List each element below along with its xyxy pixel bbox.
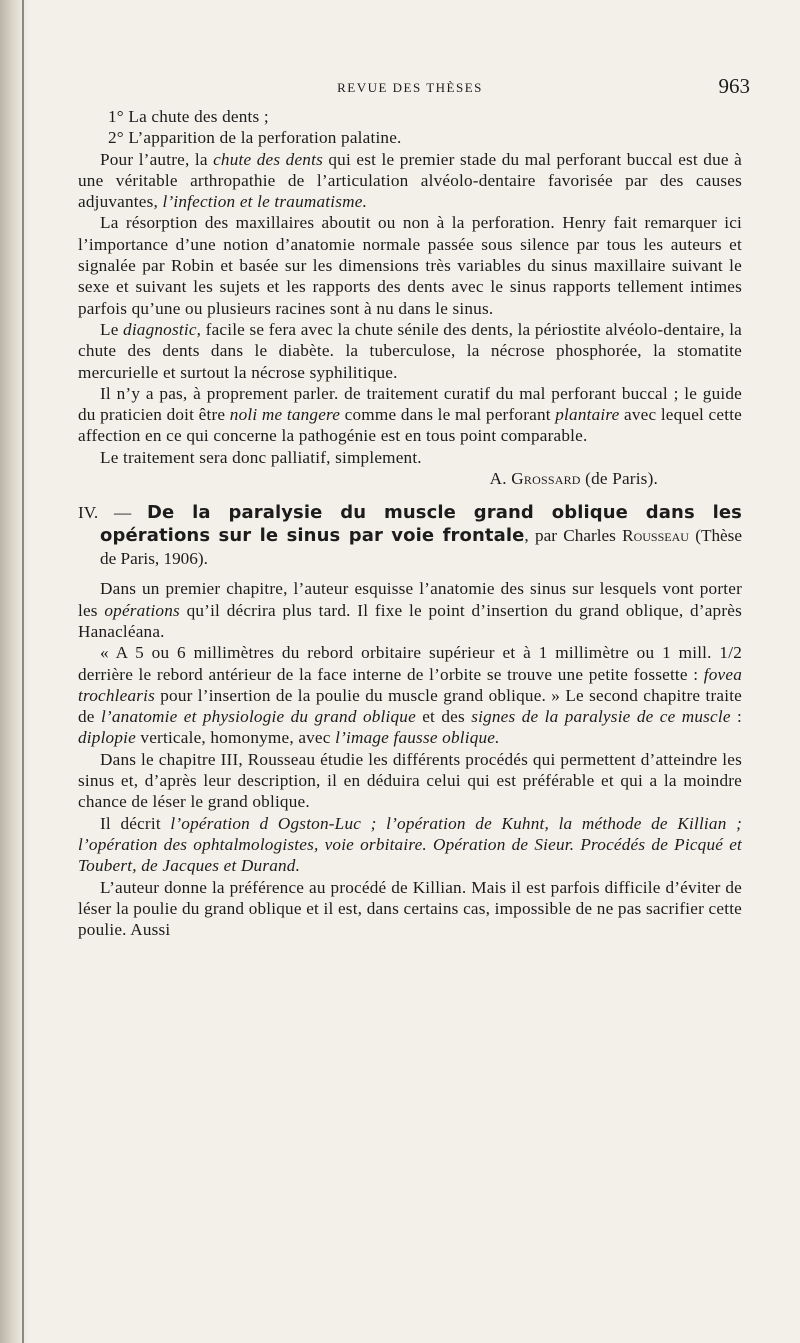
- italic-run: diagnostic: [123, 319, 197, 339]
- italic-run: l’anatomie et physiologie du grand oblique: [100, 707, 416, 727]
- italic-run: signes de la paralysie de ce muscle: [471, 707, 731, 727]
- page-number: 963: [718, 74, 750, 98]
- italic-run: l’image fausse oblique.: [335, 728, 500, 748]
- section-numeral: IV. —: [78, 503, 147, 523]
- text-run: Le: [100, 319, 124, 339]
- italic-run: plantaire: [555, 405, 620, 425]
- text-run: Il décrit: [100, 813, 171, 833]
- gutter-edge: [22, 0, 24, 1343]
- text-run: :: [730, 707, 742, 727]
- body-text-part2: [78, 578, 742, 940]
- text-run: verticale, homonyme, avec: [135, 728, 336, 748]
- section-title: De la paralysie du muscle grand oblique dans les opérations sur le sinus par voie frontale: [100, 502, 742, 547]
- italic-run: chute des dents: [213, 149, 323, 169]
- text-run: et des: [415, 707, 472, 727]
- paragraph-quote: [78, 642, 742, 748]
- section-heading: [78, 501, 742, 570]
- text-run: qui est le premier stade du mal perforant buccal est due à une véritable arthropathie de l’articulation alvéolo-dentaire favorisée par des causes adjuvantes,: [78, 149, 742, 212]
- italic-run: noli me tangere: [229, 405, 341, 425]
- italic-run: l’opération d Ogston-Luc ; l’opération de Kuhnt, la méthode de Killian ; l’opération des ophtalmologistes, voie orbitaire. Opération de Sieur. Procédés de Picqué et Toubert, de Jacques et Durand.: [78, 813, 743, 876]
- paragraph-autre: [78, 149, 742, 213]
- italic-run: l’infection et le traumatisme.: [162, 192, 368, 212]
- text-run: , facile se fera avec la chute sénile des dents, la périostite alvéolo-dentaire, la chute des dents dans le diabète. la tuberculose, la nécrose phosphorée, la stomatite mercurielle et surtout la nécrose syphilitique.: [78, 319, 742, 382]
- paragraph-diagnostic: [78, 319, 742, 383]
- text-run: Dans un premier chapitre, l’auteur esquisse l’anatomie des sinus sur lesquels vont porter les: [78, 579, 742, 620]
- paragraph-palliatif: Le traitement sera donc palliatif, simplement.: [100, 447, 422, 467]
- italic-run: opérations: [104, 600, 180, 620]
- paragraph-resorption: La résorption des maxillaires aboutit ou non à la perforation. Henry fait remarquer ici l’importance d’une notion d’anatomie normale passée sous silence par tous les auteurs et signalée par Robin et basée sur les dimensions très variables du sinus maxillaire suivant le sexe et suivant les sujets et les rapports des dents avec le sinus rapports tellement intimes parfois qu’une ou plusieurs racines sont à nu dans le sinus.: [78, 213, 742, 318]
- body-text-part1: [78, 106, 742, 489]
- paragraph-chapitre-iii: Dans le chapitre III, Rousseau étudie les différents procédés qui permettent d’atteindre les sinus et, d’après leur description, il en déduira celui qui est préférable et qui a la moindre chance de léser le grand oblique.: [78, 749, 742, 812]
- page-header: [78, 70, 750, 106]
- list-item-1: 1° La chute des dents ;: [108, 107, 269, 126]
- text-run: qu’il décrira plus tard. Il fixe le point d’insertion du grand oblique, d’après Hanacléana.: [78, 600, 742, 641]
- signature: [78, 468, 742, 489]
- paragraph-premier: [78, 578, 742, 642]
- signature-initial: A.: [489, 469, 512, 489]
- text-run: pour l’insertion de la poulie du muscle grand oblique. » Le second chapitre traite de: [78, 685, 742, 727]
- text-run: « A 5 ou 6 millimètres du rebord orbitaire supérieur et à 1 millimètre ou 1 mill. 1/2 derrière le rebord antérieur de la face interne de l’orbite se trouve une petite fossette :: [78, 643, 742, 684]
- italic-run: fovea trochlearis: [78, 664, 742, 705]
- signature-place: (de Paris).: [580, 469, 658, 489]
- italic-run: diplopie: [78, 728, 136, 748]
- paragraph-final: L’auteur donne la préférence au procédé de Killian. Mais il est parfois difficile d’éviter de léser la poulie du grand oblique et il est, dans certains cas, impossible de ne pas sacrifier cette poulie. Aussi: [78, 877, 742, 940]
- text-run: avec lequel cette affection en ce qui concerne la pathogénie est en tous point comparable.: [78, 405, 742, 446]
- paragraph-decrit: [78, 813, 742, 877]
- text-run: comme dans le mal perforant: [340, 405, 556, 425]
- page: [78, 70, 750, 940]
- signature-name: Grossard: [511, 469, 581, 489]
- book-gutter: [0, 0, 30, 1343]
- text-run: , par Charles: [524, 526, 623, 546]
- list-item-2: 2° L’apparition de la perforation palatine.: [108, 128, 402, 148]
- running-head: REVUE DES THÈSES: [337, 80, 483, 95]
- text-run: Pour l’autre, la: [100, 149, 214, 169]
- section-iv: [78, 501, 742, 940]
- thesis-reference: (Thèse de Paris, 1906).: [100, 526, 743, 569]
- paragraph-traitement: [78, 383, 742, 447]
- text-run: Il n’y a pas, à proprement parler. de traitement curatif du mal perforant buccal ; le guide du praticien doit être: [78, 383, 742, 425]
- author-name: Rousseau: [622, 526, 689, 546]
